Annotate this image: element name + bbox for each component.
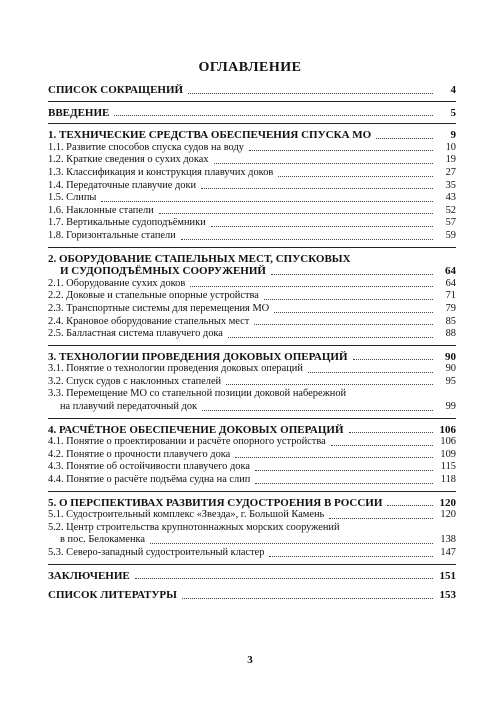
toc-subentry	[48, 474, 456, 487]
toc-entry-conclusion-page: 151	[439, 569, 456, 582]
toc-entry-references	[48, 589, 456, 602]
toc-subentry-page: 99	[445, 401, 456, 413]
toc-subentry-page: 27	[445, 166, 456, 178]
toc-subentry-label: 2.3. Транспортные системы для перемещения МО	[48, 302, 270, 314]
toc-entry-conclusion-label: ЗАКЛЮЧЕНИЕ	[48, 569, 130, 582]
toc-subentry-page: 64	[445, 277, 456, 289]
toc-subentry-page: 147	[440, 547, 456, 558]
chapter-heading	[48, 497, 456, 510]
toc-subentry-label: 2.1. Оборудование сухих доков	[48, 277, 186, 289]
dot-leader	[376, 138, 433, 139]
section-divider	[48, 564, 456, 565]
dot-leader	[226, 384, 433, 385]
toc-subentry-label: 1.6. Наклонные стапели	[48, 204, 154, 216]
chapter-heading-page: 90	[445, 350, 456, 363]
dot-leader	[271, 274, 433, 275]
dot-leader	[150, 543, 433, 544]
toc-subentry	[48, 363, 456, 376]
page-number: 3	[247, 654, 253, 666]
dot-leader	[114, 115, 433, 116]
toc-subentry-page: 106	[440, 436, 456, 448]
toc-subentry-label: 5.1. Судостроительный комплекс «Звезда», г. Большой Камень	[48, 509, 325, 521]
toc-subentry	[48, 328, 456, 341]
dot-leader	[190, 286, 433, 287]
toc-subentry-label: 1.3. Классификация и конструкция плавучих доков	[48, 166, 274, 178]
toc-subentry-label: 5.2. Центр строительства крупнотоннажных морских сооружений	[48, 521, 340, 533]
chapter-heading-page: 9	[450, 129, 456, 142]
dot-leader	[264, 299, 433, 300]
chapter-heading-label: 5. О ПЕРСПЕКТИВАХ РАЗВИТИЯ СУДОСТРОЕНИЯ В РОССИИ	[48, 496, 383, 509]
dot-leader	[181, 239, 433, 240]
section-divider	[48, 345, 456, 346]
toc-entry-references-label: СПИСОК ЛИТЕРАТУРЫ	[48, 589, 177, 602]
toc-subentry-page: 79	[445, 302, 456, 314]
toc-subentry-page: 57	[445, 217, 456, 229]
section-divider	[48, 491, 456, 492]
toc-subentry	[48, 303, 456, 316]
dot-leader	[329, 518, 433, 519]
toc-entry-introduction	[48, 107, 456, 120]
chapter-heading-page: 106	[439, 423, 456, 436]
toc-entry-abbreviations-label: СПИСОК СОКРАЩЕНИЙ	[48, 84, 184, 96]
toc-subentry-label: 1.1. Развитие способов спуска судов на воду	[48, 141, 244, 153]
dot-leader	[159, 213, 433, 214]
dot-leader	[211, 226, 433, 227]
toc-subentry-label: в пос. Белокаменка	[60, 534, 146, 546]
dot-leader	[235, 457, 433, 458]
toc-subentry	[48, 217, 456, 230]
toc-subentry	[48, 230, 456, 243]
dot-leader	[255, 470, 433, 471]
spacer	[48, 582, 456, 589]
toc-subentry-label: 4.1. Понятие о проектировании и расчёте опорного устройства	[48, 436, 326, 448]
toc-subentry-page: 138	[440, 534, 456, 546]
dot-leader	[353, 359, 433, 360]
dot-leader	[278, 176, 433, 177]
dot-leader	[269, 556, 433, 557]
dot-leader	[188, 93, 433, 94]
toc-subentry	[48, 509, 456, 522]
dot-leader	[331, 445, 433, 446]
toc-subentry	[48, 534, 456, 547]
toc-subentry-label: 3.3. Перемещение МО со стапельной позиции доковой набережной	[48, 388, 347, 400]
toc-subentry	[48, 278, 456, 291]
toc-subentry-page: 35	[445, 179, 456, 191]
toc-entry-abbreviations	[48, 84, 456, 97]
toc-subentry-label: 1.2. Краткие сведения о сухих доках	[48, 154, 209, 166]
toc-subentry	[48, 180, 456, 193]
dot-leader	[182, 598, 433, 599]
chapter-heading-page: 120	[439, 496, 456, 509]
chapter-heading	[48, 129, 456, 142]
toc-subentry	[48, 401, 456, 414]
chapter-heading	[48, 265, 456, 278]
toc-subentry	[48, 376, 456, 389]
toc-subentry	[48, 449, 456, 462]
toc-subentry-label: 2.2. Доковые и стапельные опорные устройства	[48, 290, 259, 302]
toc-entry-abbreviations-page: 4	[450, 84, 456, 96]
toc-subentry-page: 118	[440, 474, 456, 486]
toc-entry-conclusion	[48, 570, 456, 583]
toc-subentry-label: 3.2. Спуск судов с наклонных стапелей	[48, 375, 222, 387]
toc-subentry-label: 3.1. Понятие о технологии проведения доковых операций	[48, 363, 303, 375]
section-divider	[48, 123, 456, 124]
toc-subentry	[48, 154, 456, 167]
chapter-heading-page: 64	[445, 265, 456, 278]
toc-subentry-page: 90	[445, 363, 456, 375]
dot-leader	[387, 505, 433, 506]
toc-subentry-label: 5.3. Северо-западный судостроительный кластер	[48, 547, 265, 558]
toc-subentry	[48, 290, 456, 303]
toc-subentry-label: на плавучий передаточный док	[60, 401, 198, 413]
toc-subentry-label: 1.5. Слипы	[48, 192, 97, 204]
dot-leader	[214, 163, 433, 164]
dot-leader	[202, 410, 433, 411]
toc-subentry-label: 2.5. Балластная система плавучего дока	[48, 328, 223, 340]
dot-leader	[308, 372, 433, 373]
chapter-heading-label: 2. ОБОРУДОВАНИЕ СТАПЕЛЬНЫХ МЕСТ, СПУСКОВЫХ	[48, 252, 351, 265]
chapter-heading	[48, 351, 456, 364]
toc-subentry-page: 120	[440, 509, 456, 521]
toc-entry-introduction-page: 5	[450, 106, 456, 119]
page-title: ОГЛАВЛЕНИЕ	[198, 60, 302, 75]
toc-subentry	[48, 388, 456, 401]
toc-subentry	[48, 205, 456, 218]
dot-leader	[274, 312, 433, 313]
section-divider	[48, 247, 456, 248]
toc-entry-references-page: 153	[439, 589, 456, 602]
section-divider	[48, 418, 456, 419]
chapter-heading-label: 3. ТЕХНОЛОГИИ ПРОВЕДЕНИЯ ДОКОВЫХ ОПЕРАЦИЙ	[48, 350, 348, 363]
dot-leader	[201, 188, 433, 189]
chapter-heading-label: И СУДОПОДЪЁМНЫХ СООРУЖЕНИЙ	[60, 265, 266, 278]
toc-subentry	[48, 436, 456, 449]
dot-leader	[228, 337, 433, 338]
toc-subentry-label: 1.4. Передаточные плавучие доки	[48, 179, 197, 191]
toc-subentry-page: 95	[445, 375, 456, 387]
dot-leader	[135, 578, 433, 579]
toc-subentry-page: 52	[445, 204, 456, 216]
toc-subentry-page: 43	[445, 192, 456, 204]
section-divider	[48, 101, 456, 102]
toc-subentry-page: 85	[445, 315, 456, 327]
toc-subentry-page: 59	[445, 229, 456, 241]
toc-subentry	[48, 167, 456, 180]
toc-subentry-label: 1.7. Вертикальные судоподъёмники	[48, 217, 206, 229]
toc-subentry-page: 115	[440, 461, 456, 473]
dot-leader	[349, 432, 433, 433]
toc-subentry	[48, 192, 456, 205]
chapter-heading-label: 4. РАСЧЁТНОЕ ОБЕСПЕЧЕНИЕ ДОКОВЫХ ОПЕРАЦИЙ	[48, 423, 344, 436]
toc-subentry-label: 4.3. Понятие об остойчивости плавучего дока	[48, 461, 250, 473]
toc-subentry-page: 10	[445, 141, 456, 153]
chapter-heading-label: 1. ТЕХНИЧЕСКИЕ СРЕДСТВА ОБЕСПЕЧЕНИЯ СПУСКА МО	[48, 129, 372, 142]
toc-subentry-label: 2.4. Крановое оборудование стапельных мест	[48, 315, 250, 327]
toc-subentry-page: 19	[445, 154, 456, 166]
dot-leader	[255, 483, 433, 484]
toc-subentry	[48, 547, 456, 560]
dot-leader	[254, 324, 433, 325]
toc-subentry-label: 4.4. Понятие о расчёте подъёма судна на слип	[48, 474, 251, 486]
toc-subentry	[48, 461, 456, 474]
dot-leader	[249, 150, 433, 151]
toc-entry-introduction-label: ВВЕДЕНИЕ	[48, 106, 110, 119]
toc-subentry-page: 71	[445, 290, 456, 302]
chapter-heading	[48, 424, 456, 437]
toc-subentry-page: 88	[445, 328, 456, 340]
toc-subentry	[48, 316, 456, 329]
toc-subentry	[48, 522, 456, 535]
chapter-heading	[48, 253, 456, 266]
toc-subentry-label: 1.8. Горизонтальные стапели	[48, 229, 176, 241]
dot-leader	[101, 201, 433, 202]
toc-subentry	[48, 142, 456, 155]
table-of-contents	[48, 84, 456, 602]
toc-subentry-page: 109	[440, 448, 456, 460]
toc-subentry-label: 4.2. Понятие о прочности плавучего дока	[48, 448, 231, 460]
